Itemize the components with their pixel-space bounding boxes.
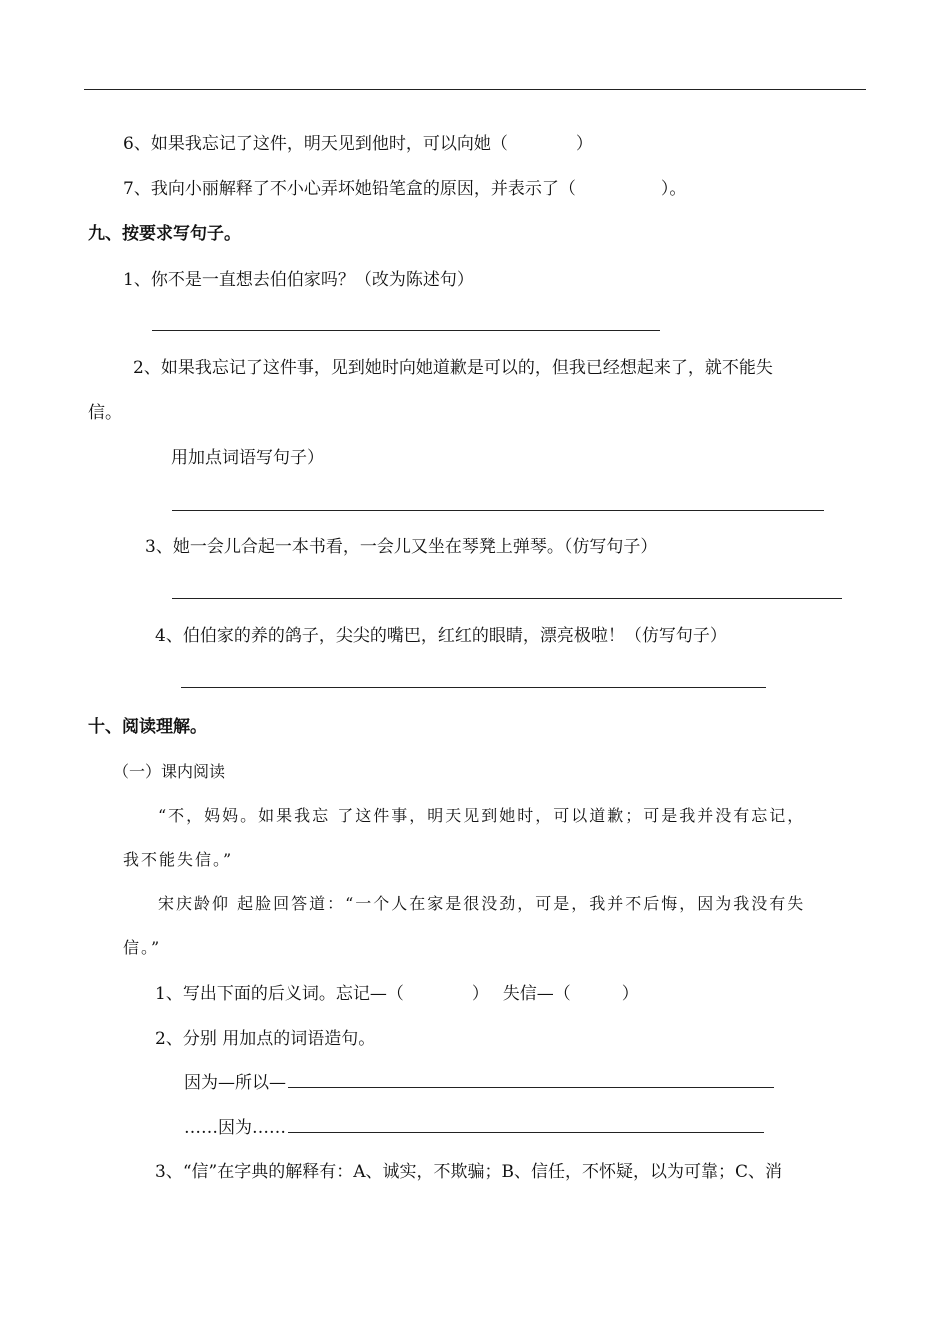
answer-line-9-4[interactable] — [181, 687, 766, 688]
section-10-q1: 1、写出下面的后义词。忘记—（ ） 失信—（ ） — [155, 984, 639, 1004]
fill-blank-q7: 7、我向小丽解释了不小心弄坏她铅笔盒的原因，并表示了（ ）。 — [123, 179, 687, 199]
answer-line-9-3[interactable] — [172, 598, 842, 599]
section-10-q3: 3、“信”在字典的解释有：A、诚实，不欺骗；B、信任，不怀疑，以为可靠；C、消 — [155, 1162, 782, 1182]
section-10-title: 十、阅读理解。 — [88, 717, 207, 737]
section-9-q3: 3、她一会儿合起一本书看，一会儿又坐在琴凳上弹琴。（仿写句子） — [145, 537, 658, 557]
section-9-q2-line2: 信。 — [88, 403, 122, 423]
section-9-title: 九、按要求写句子。 — [88, 224, 241, 244]
section-9-q4: 4、伯伯家的养的鸽子，尖尖的嘴巴，红红的眼睛，漂亮极啦！（仿写句子） — [155, 626, 727, 646]
section-10-q2-b — [184, 1116, 764, 1140]
passage-p2-line2: 信。” — [123, 938, 162, 957]
q2-a-label: 因为—所以— — [184, 1073, 286, 1093]
passage-p1-line2: 我不能失信。” — [123, 850, 234, 869]
section-10-q2: 2、分别 用加点的词语造句。 — [155, 1029, 376, 1049]
q2-b-label: ……因为…… — [184, 1118, 286, 1138]
passage-p2-line1: 宋庆龄仰 起脸回答道：“一个人在家是很没劲，可是，我并不后悔，因为我没有失 — [158, 894, 806, 913]
answer-line-9-2[interactable] — [172, 510, 824, 511]
section-10-q2-a — [184, 1071, 774, 1095]
answer-line-9-1[interactable] — [152, 330, 660, 331]
section-9-q1: 1、你不是一直想去伯伯家吗？（改为陈述句） — [123, 270, 474, 290]
fill-blank-q6: 6、如果我忘记了这件，明天见到他时，可以向她（ ） — [123, 134, 593, 154]
section-9-q2-instruction: 用加点词语写句子） — [171, 448, 324, 468]
header-rule — [84, 89, 866, 90]
section-10-subtitle: （一）课内阅读 — [113, 762, 226, 781]
answer-line-10-2a[interactable] — [288, 1071, 774, 1088]
answer-line-10-2b[interactable] — [288, 1116, 764, 1133]
passage-p1-line1: “不，妈妈。如果我忘 了这件事，明天见到她时，可以道歉；可是我并没有忘记， — [158, 806, 806, 825]
section-9-q2-line1: 2、如果我忘记了这件事，见到她时向她道歉是可以的，但我已经想起来了，就不能失 — [133, 358, 773, 378]
